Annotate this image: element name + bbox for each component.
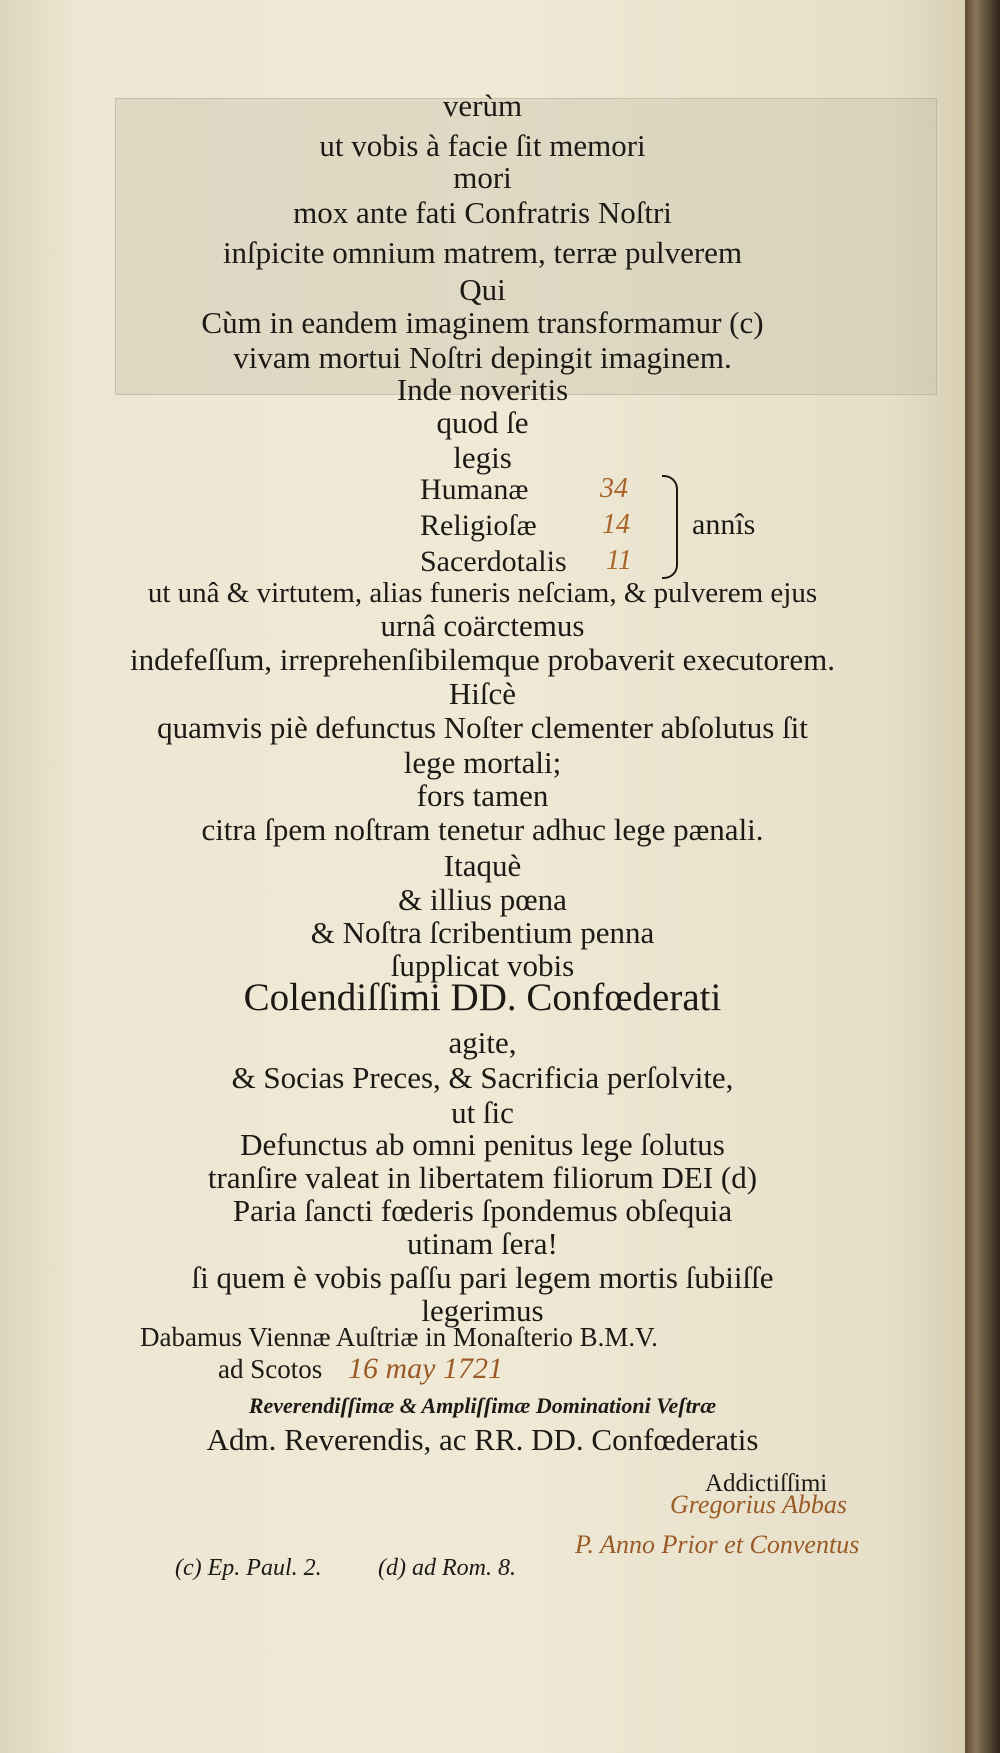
line-legis: legis — [453, 440, 512, 475]
line-fors-tamen: fors tamen — [416, 778, 549, 813]
brace-label-religiosae: Religioſæ — [420, 509, 537, 542]
footnote-d: (d) ad Rom. 8. — [378, 1555, 516, 1581]
line-paria: Paria ſancti fœderis ſpondemus obſequia — [232, 1193, 733, 1228]
line-ad-scotos: ad Scotos — [218, 1354, 323, 1384]
brace-years-block — [0, 473, 965, 583]
handwritten-date: 16 may 1721 — [348, 1352, 503, 1385]
page-edge-shadow — [965, 0, 1000, 1753]
brace-label-sacerdotalis: Sacerdotalis — [420, 545, 567, 578]
line-socias-preces: & Socias Preces, & Sacrificia perſolvite, — [231, 1060, 734, 1095]
signature-abbas: Gregorius Abbas — [670, 1490, 847, 1519]
line-colendissimi: Colendiſſimi DD. Confœderati — [243, 976, 722, 1019]
line-citra-spem: citra ſpem noſtram tenetur adhuc lege pænali. — [201, 812, 764, 847]
line-ut-vobis: ut vobis à facie ſit memori — [319, 128, 646, 163]
handwritten-years-sacerdotalis: 11 — [606, 545, 632, 576]
line-urna: urnâ coärctemus — [380, 608, 585, 643]
line-inde-noveritis: Inde noveritis — [396, 372, 569, 407]
line-supplicat: ſupplicat vobis — [390, 948, 575, 983]
line-verum: verùm — [442, 88, 523, 123]
curly-brace — [662, 475, 678, 579]
signature-prior-conventus: P. Anno Prior et Conventus — [575, 1530, 860, 1559]
line-vivam-mortui: vivam mortui Noſtri depingit imaginem. — [233, 340, 732, 375]
line-qui: Qui — [459, 272, 506, 307]
line-quod-se: quod ſe — [436, 405, 529, 440]
line-ut-una: ut unâ & virtutem, alias funeris neſciam, & pulverem ejus — [147, 577, 818, 609]
line-transire: tranſire valeat in libertatem filiorum DEI (d) — [207, 1160, 758, 1195]
line-itaque: Itaquè — [443, 848, 522, 883]
line-illius-poena: & illius pœna — [398, 882, 567, 917]
line-legerimus: legerimus — [421, 1293, 544, 1328]
footnote-c: (c) Ep. Paul. 2. — [175, 1555, 322, 1581]
line-si-quem: ſi quem è vobis paſſu pari legem mortis ſubiiſſe — [191, 1260, 774, 1295]
line-adm-reverendis: Adm. Reverendis, ac RR. DD. Confœderatis — [206, 1422, 759, 1457]
line-inspicite: inſpicite omnium matrem, terræ pulverem — [222, 235, 743, 270]
line-defunctus: Defunctus ab omni penitus lege ſolutus — [240, 1127, 725, 1162]
line-indefessum: indefeſſum, irreprehenſibilemque probaverit executorem. — [130, 642, 835, 677]
handwritten-years-religiosae: 14 — [602, 509, 630, 540]
line-lege-mortali: lege mortali; — [403, 745, 562, 780]
line-mori: mori — [453, 160, 512, 195]
line-mox-ante: mox ante fati Confratris Noſtri — [293, 195, 672, 230]
line-hisce: Hiſcè — [448, 676, 517, 711]
line-addictissimi: Addictiſſimi — [705, 1470, 828, 1497]
brace-annis: annîs — [692, 508, 756, 541]
line-dabamus: Dabamus Viennæ Auſtriæ in Monaſterio B.M.V. — [140, 1322, 658, 1352]
line-quamvis: quamvis piè defunctus Noſter clementer abſolutus ſit — [157, 710, 808, 745]
line-utinam: utinam ſera! — [407, 1226, 558, 1261]
line-reverendissimae: Reverendiſſimæ & Ampliſſimæ Dominationi Veſtræ — [248, 1393, 717, 1418]
line-cum-in-eandem: Cùm in eandem imaginem transformamur (c) — [201, 305, 764, 340]
line-ut-sic: ut ſic — [451, 1095, 514, 1130]
handwritten-years-humanae: 34 — [600, 473, 628, 504]
brace-label-humanae: Humanæ — [420, 473, 529, 506]
line-agite: agite, — [448, 1025, 517, 1060]
line-nostra-scribentium: & Noſtra ſcribentium penna — [310, 915, 655, 950]
